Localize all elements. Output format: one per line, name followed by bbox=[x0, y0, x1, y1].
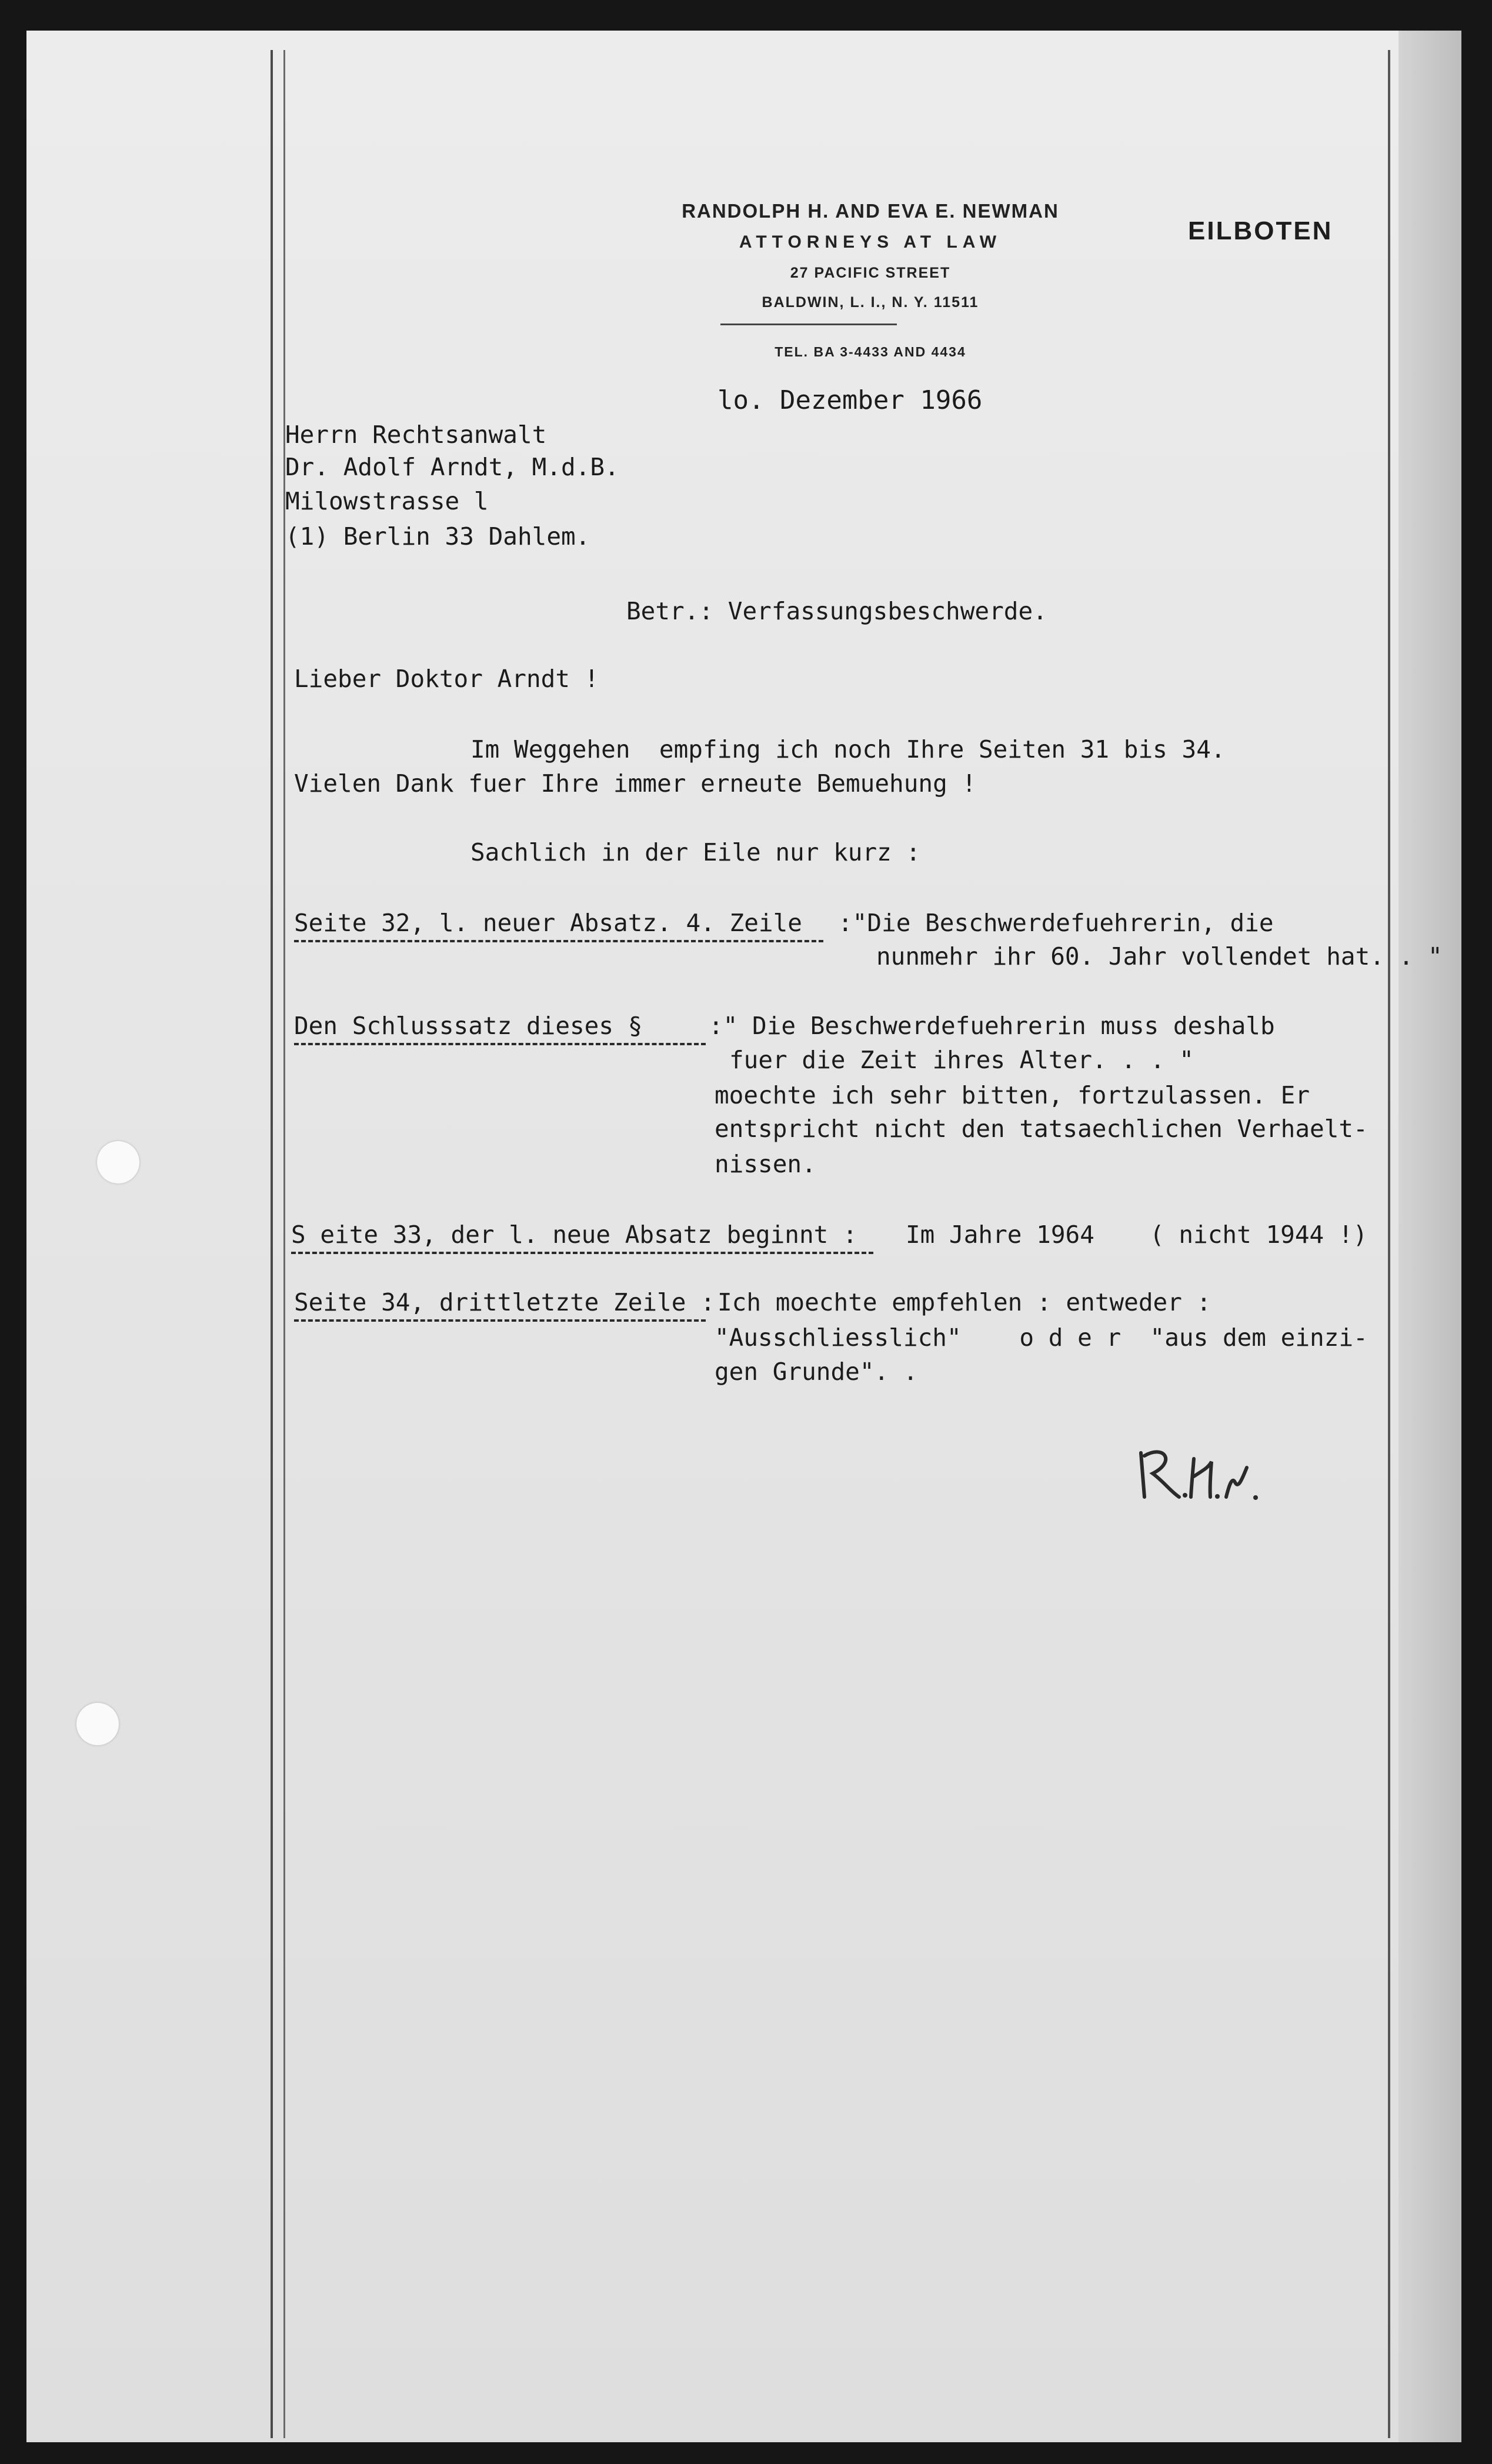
correction-reference: Seite 32, l. neuer Absatz. 4. Zeile bbox=[294, 909, 802, 937]
reference-underline bbox=[294, 1043, 706, 1045]
correction-text: entspricht nicht den tatsaechlichen Verhaelt- bbox=[715, 1115, 1368, 1143]
paragraph-line: Sachlich in der Eile nur kurz : bbox=[470, 838, 921, 866]
paragraph-line: Im Weggehen empfing ich noch Ihre Seiten 31 bis 34. bbox=[470, 735, 1226, 763]
recipient-line: Herrn Rechtsanwalt bbox=[285, 421, 547, 449]
right-margin-rule bbox=[1388, 50, 1390, 2438]
reference-underline bbox=[291, 1252, 873, 1254]
letterhead-telephone: TEL. BA 3-4433 AND 4434 bbox=[775, 344, 966, 359]
correction-text: nunmehr ihr 60. Jahr vollendet hat. . " bbox=[876, 942, 1443, 971]
margin-rule bbox=[271, 50, 273, 2438]
punch-hole bbox=[76, 1703, 119, 1745]
correction-text: ( nicht 1944 !) bbox=[1150, 1221, 1368, 1249]
letterhead-name: RANDOLPH H. AND EVA E. NEWMAN bbox=[682, 200, 1059, 222]
correction-text: fuer die Zeit ihres Alter. . . " bbox=[729, 1046, 1194, 1074]
correction-text: nissen. bbox=[715, 1150, 816, 1178]
letterhead-divider bbox=[720, 324, 897, 325]
correction-reference: Den Schlusssatz dieses § bbox=[294, 1012, 643, 1040]
letterhead-profession: ATTORNEYS AT LAW bbox=[739, 232, 1002, 252]
letterhead-street: 27 PACIFIC STREET bbox=[790, 265, 951, 281]
delivery-note: EILBOTEN bbox=[1188, 216, 1333, 245]
subject-line: Betr.: Verfassungsbeschwerde. bbox=[626, 597, 1047, 625]
salutation: Lieber Doktor Arndt ! bbox=[294, 665, 599, 693]
correction-text: Im Jahre 1964 bbox=[906, 1221, 1094, 1249]
paper-edge bbox=[1398, 31, 1461, 2442]
recipient-line: (1) Berlin 33 Dahlem. bbox=[285, 522, 590, 551]
recipient-line: Dr. Adolf Arndt, M.d.B. bbox=[285, 453, 619, 481]
correction-reference: Seite 34, drittletzte Zeile : bbox=[294, 1288, 715, 1316]
correction-text: "Ausschliesslich" o d e r "aus dem einzi- bbox=[715, 1323, 1368, 1352]
recipient-line: Milowstrasse l bbox=[285, 487, 489, 515]
correction-text: :"Die Beschwerdefuehrerin, die bbox=[838, 909, 1274, 937]
correction-text: :" Die Beschwerdefuehrerin muss deshalb bbox=[709, 1012, 1275, 1040]
correction-reference: S eite 33, der l. neue Absatz beginnt : bbox=[291, 1221, 857, 1249]
reference-underline bbox=[294, 940, 823, 942]
punch-hole bbox=[97, 1141, 139, 1183]
correction-text: Ich moechte empfehlen : entweder : bbox=[717, 1288, 1211, 1316]
reference-underline bbox=[294, 1319, 706, 1322]
correction-text: gen Grunde". . bbox=[715, 1358, 918, 1386]
correction-text: moechte ich sehr bitten, fortzulassen. Er bbox=[715, 1081, 1310, 1109]
handwritten-signature bbox=[1135, 1441, 1282, 1506]
letterhead-city: BALDWIN, L. I., N. Y. 11511 bbox=[762, 294, 979, 311]
letter-date: lo. Dezember 1966 bbox=[717, 385, 983, 415]
margin-rule-inner bbox=[283, 50, 285, 2438]
paragraph-line: Vielen Dank fuer Ihre immer erneute Bemuehung ! bbox=[294, 769, 977, 798]
